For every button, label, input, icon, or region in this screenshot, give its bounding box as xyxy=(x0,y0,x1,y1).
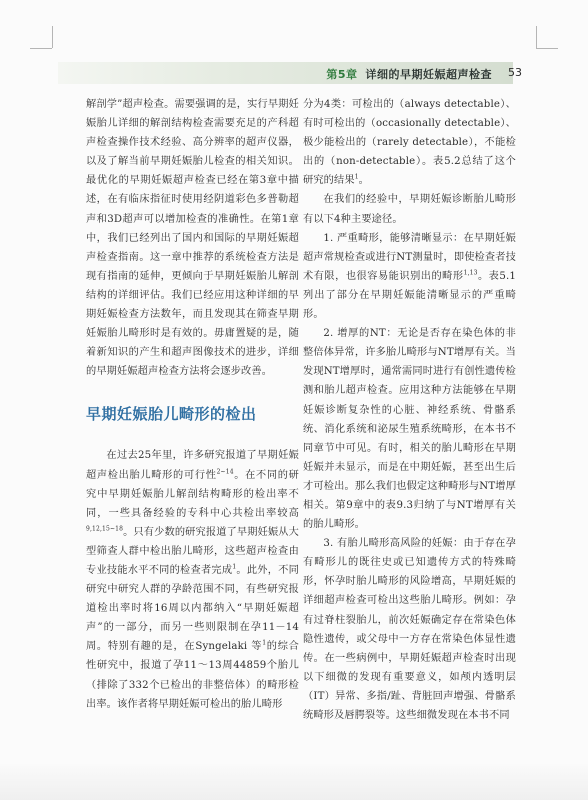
text-run: 的综合性研究中，报道了孕11～13周44859个胎儿（排除了332个已检出的非整倍体）的畸形检出率。该作者将早期妊娠可检出的胎儿畸形 xyxy=(86,641,300,710)
citation: 1 xyxy=(354,173,359,181)
text-run: 。 xyxy=(358,175,369,187)
crop-mark xyxy=(536,26,537,48)
citation: 1 xyxy=(262,639,267,647)
citation: 2~14 xyxy=(216,468,234,476)
text-run: 在过去25年里，许多研究报道了早期妊娠超声检出胎儿畸形的可行性 xyxy=(86,450,299,481)
body-paragraph xyxy=(303,95,516,190)
text-run: 1. 严重畸形，能够清晰显示：在早期妊娠超声常规检查或进行NT测量时，即使检查者技术有限，也很容易能识别出的畸形 xyxy=(303,232,516,282)
body-paragraph: 在我们的经验中，早期妊娠诊断胎儿畸形有以下4种主要途径。 xyxy=(303,194,516,225)
body-paragraph xyxy=(303,229,516,324)
text-run: 分为4类：可检出的（always detectable）、有时可检出的（occasionally detectable）、极少能检出的（rarely detectable），不能检出的（non-detectable）。表5.2总结了这个研究的结果 xyxy=(303,99,516,187)
body-paragraph: 2. 增厚的NT：无论是否存在染色体的非整倍体异常，许多胎儿畸形与NT增厚有关。当发现NT增厚时，通常需同时进行有创性遗传检测和胎儿超声检查。应用这种方法能够在早期妊娠诊断复杂性的心脏、神经系统、骨骼系统、消化系统和泌尿生殖系统畸形，在本书不同章节中可见。有时，相关的胎儿畸形在早期妊娠并未显示，而是在中期妊娠，甚至出生后才可检出。那么我们也假定这种畸形与NT增厚相关。第9章中的表9.3归纳了与NT增厚有关的胎儿畸形。 xyxy=(303,328,516,531)
citation: 1 xyxy=(232,563,237,571)
crop-mark xyxy=(52,26,53,48)
left-column xyxy=(86,95,299,714)
text-run: 。表5.1列出了部分在早期妊娠能清晰显示的严重畸形。 xyxy=(303,270,517,321)
chapter-label: 第5章 xyxy=(326,68,358,81)
citation: 9,12,15~18 xyxy=(86,525,124,533)
text-run: 。此外，不同研究中研究人群的孕龄范围不同，有些研究报道检出率时将16周以内都纳入“早期妊娠超声”的一部分，而另一些则限制在孕11－14周。特别有趣的是，在Syngelaki 等 xyxy=(86,564,299,653)
body-paragraph: 3. 有胎儿畸形高风险的妊娠：由于存在孕有畸形儿的既往史或已知遗传方式的特殊畸形，怀孕时胎儿畸形的风险增高，早期妊娠的详细超声检查可检出这些胎儿畸形。例如：孕有过脊柱裂胎儿，前次妊娠确定存在常染色体隐性遗传，或父母中一方存在常染色体显性遗传。在一些病例中，早期妊娠超声检查时出现以下细微的发现有重要意义，如颅内透明层（IT）异常、多指/趾、背脏回声增强、骨骼系统畸形及唇腭裂等。这些细微发现在本书不同 xyxy=(303,538,516,721)
right-column xyxy=(303,95,516,725)
text-run: 。只有少数的研究报道了早期妊娠从大型筛查人群中检出胎儿畸形，这些超声检查由专业技能水平不同的检查者完成 xyxy=(86,526,299,576)
section-heading: 早期妊娠胎儿畸形的检出 xyxy=(86,405,257,424)
crop-mark xyxy=(30,48,52,49)
body-paragraph xyxy=(86,446,299,713)
chapter-title: 详细的早期妊娠超声检查 xyxy=(365,68,492,81)
text-run: 。在不同的研究中早期妊娠胎儿解剖结构畸形的检出率不同，一些具备经验的专科中心共检出率较高 xyxy=(86,469,299,519)
page-number: 53 xyxy=(508,66,522,79)
running-header xyxy=(326,66,492,82)
crop-mark xyxy=(536,48,558,49)
body-paragraph: 解剖学”超声检查。需要强调的是，实行早期妊娠胎儿详细的解剖结构检查需要充足的产科超声检查操作技术经验、高分辨率的超声仪器，以及了解当前早期妊娠胎儿检查的相关知识。最优化的早期妊娠超声检查已经在第3章中描述，在有临床指征时使用经阴道彩色多普勒超声和3D超声可以增加检查的准确性。在第1章中，我们已经列出了国内和国际的早期妊娠超声检查指南。这一章中推荐的系统检查方法是现有指南的延伸，更倾向于早期妊娠胎儿解剖结构的详细评估。我们已经应用这种详细的早期妊娠检查方法数年，而且发现其在筛查早期妊娠胎儿畸形时是有效的。毋庸置疑的是，随着新知识的产生和超声图像技术的进步，详细的早期妊娠超声检查方法将会逐步改善。 xyxy=(86,99,299,378)
citation: 1,13 xyxy=(463,269,478,277)
page-bottom-edge xyxy=(0,764,588,800)
